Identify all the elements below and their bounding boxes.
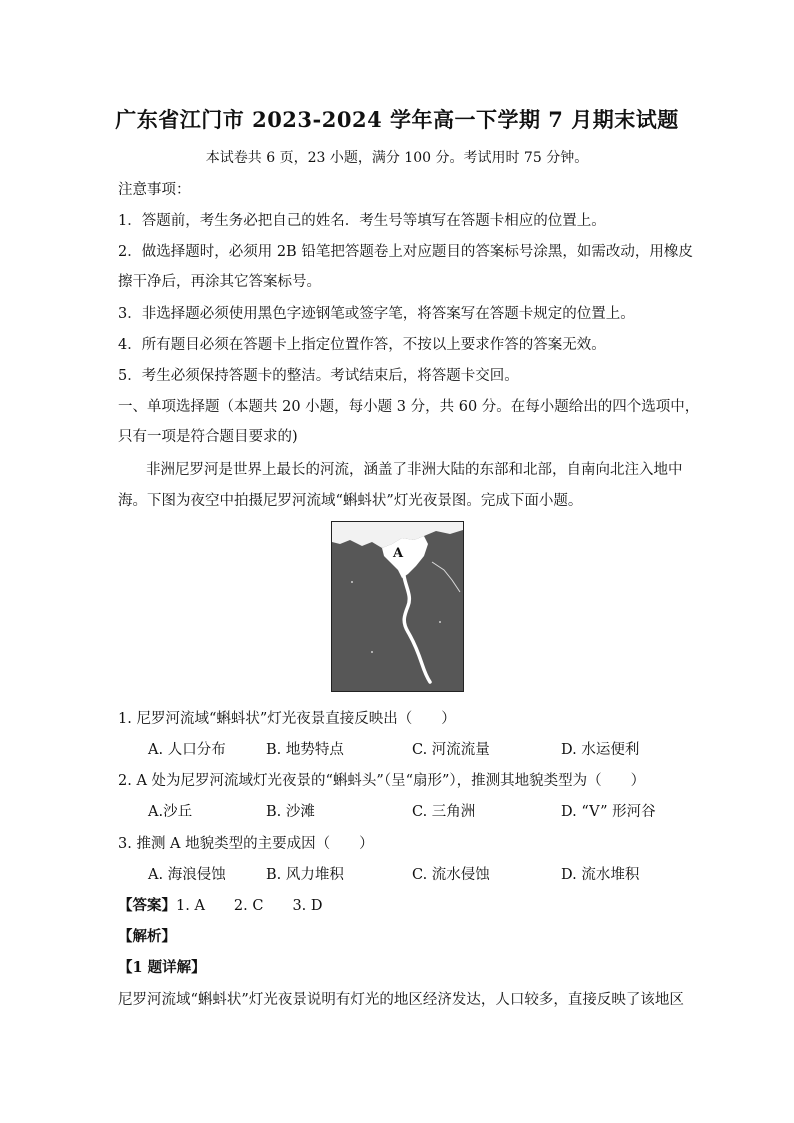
section-heading-continued: 只有一项是符合题目要求的) [118, 429, 298, 445]
figure-label-a: A [393, 546, 404, 561]
notice-item: 3．非选择题必须使用黑色字迹钢笔或签字笔，将答案写在答题卡规定的位置上。 [118, 306, 635, 322]
notice-item: 5．考生必须保持答题卡的整洁。考试结束后，将答题卡交回。 [118, 368, 519, 384]
option-a: A.沙丘 [148, 804, 193, 820]
question-stem: 3. 推测 A 地貌类型的主要成因（ ） [118, 836, 374, 852]
option-d: D. 水运便利 [561, 742, 640, 758]
option-c: C. 流水侵蚀 [412, 867, 490, 883]
option-d: D. 流水堆积 [561, 867, 640, 883]
option-a: A. 人口分布 [148, 742, 226, 758]
notice-heading: 注意事项： [118, 182, 191, 198]
question-options [118, 800, 678, 820]
option-c: C. 三角洲 [412, 804, 476, 820]
answer-label: 【答案】 [118, 897, 176, 914]
question-stem: 2. A 处为尼罗河流域灯光夜景的“蝌蚪头”（呈“扇形”），推测其地貌类型为（ ） [118, 773, 646, 789]
q1-detail-label: 【1 题详解】 [118, 959, 206, 976]
page-title: 广东省江门市 2023-2024 学年高一下学期 7 月期末试题 [115, 107, 679, 132]
notice-item: 4．所有题目必须在答题卡上指定位置作答，不按以上要求作答的答案无效。 [118, 337, 606, 353]
answer-line [118, 894, 678, 915]
nile-night-lights-figure [331, 521, 464, 692]
page-subtitle: 本试卷共 6 页，23 小题，满分 100 分。考试用时 75 分钟。 [205, 150, 589, 166]
section-heading: 一、单项选择题（本题共 20 小题，每小题 3 分，共 60 分。在每小题给出的四个选项中， [118, 399, 700, 415]
answer-text: 1. A 2. C 3. D [176, 898, 323, 914]
option-b: B. 地势特点 [266, 742, 344, 758]
option-b: B. 沙滩 [266, 804, 315, 820]
passage-text-continued: 海。下图为夜空中拍摄尼罗河流域“蝌蚪状”灯光夜景图。完成下面小题。 [118, 493, 583, 509]
notice-item-continued: 擦干净后，再涂其它答案标号。 [118, 274, 321, 290]
notice-item: 1．答题前，考生务必把自己的姓名．考生号等填写在答题卡相应的位置上。 [118, 213, 606, 229]
analysis-label: 【解析】 [118, 928, 176, 945]
question-options [118, 738, 678, 758]
question-options [118, 863, 678, 883]
q1-detail-text: 尼罗河流域“蝌蚪状”灯光夜景说明有灯光的地区经济发达，人口较多，直接反映了该地区 [118, 992, 684, 1008]
nile-night-map-image [332, 522, 463, 691]
notice-item: 2．做选择题时，必须用 2B 铅笔把答题卷上对应题目的答案标号涂黑，如需改动，用橡皮 [118, 244, 693, 260]
option-b: B. 风力堆积 [266, 867, 344, 883]
option-a: A. 海浪侵蚀 [148, 867, 226, 883]
option-c: C. 河流流量 [412, 742, 490, 758]
question-stem: 1. 尼罗河流域“蝌蚪状”灯光夜景直接反映出（ ） [118, 711, 456, 727]
passage-text: 非洲尼罗河是世界上最长的河流，涵盖了非洲大陆的东部和北部，自南向北注入地中 [146, 462, 683, 478]
option-d: D. “V” 形河谷 [561, 804, 656, 820]
